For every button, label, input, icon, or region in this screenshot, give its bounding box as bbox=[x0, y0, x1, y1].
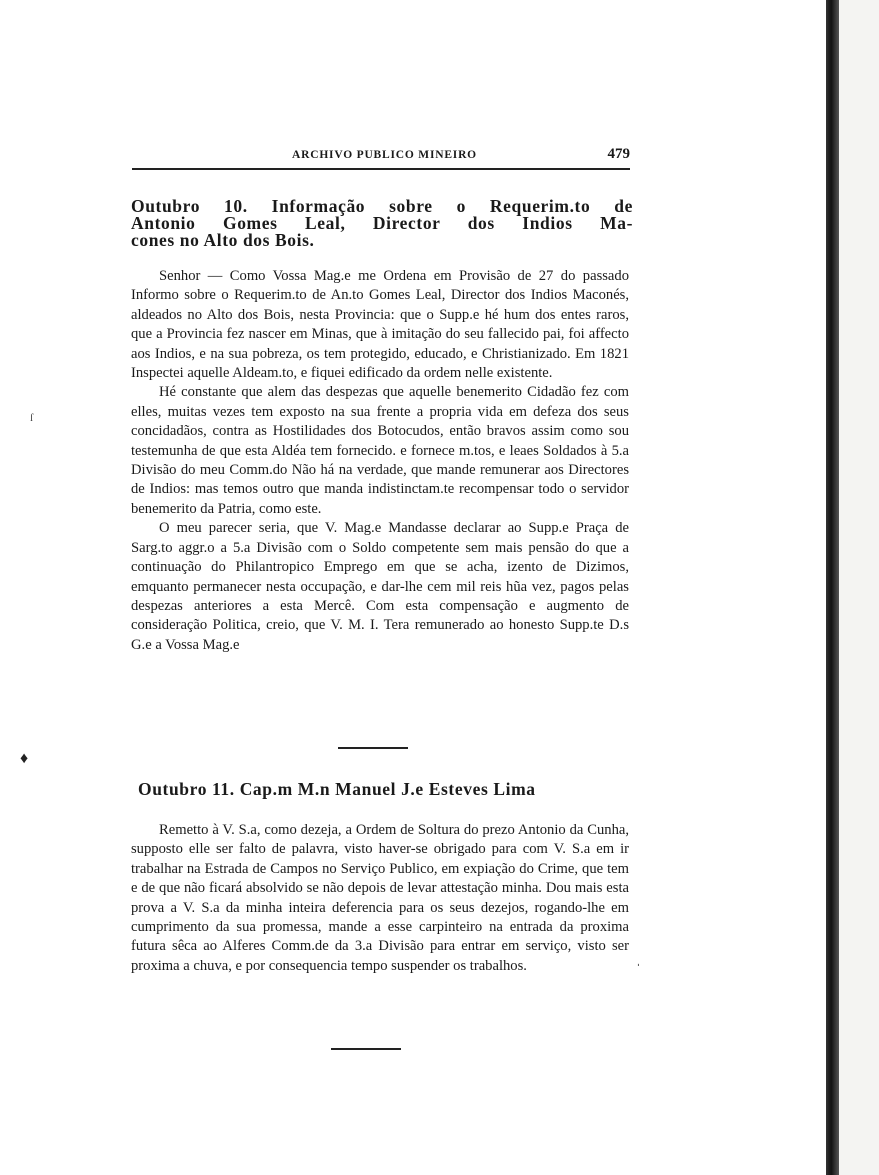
section-heading-october-11: Outubro 11. Cap.m M.n Manuel J.e Esteves Lima bbox=[138, 779, 536, 799]
section-divider bbox=[331, 1048, 401, 1050]
paragraph: Remetto à V. S.a, como dezeja, a Ordem de Soltura do prezo Antonio da Cunha, supposto elle ser falto de palavra, visto haver-se obrigado para com V. S.a em ir trabalhar na Estrada de Campos no Serviço Publico, em expiação do Crime, que tem e de que não ficará absolvido se não depois de levar attestação minha. Dou mais esta prova a V. S.a da minha inteira deferencia para os seus dezejos, rogando-lhe em cumprimento da sua promessa, mande a esse carpinteiro na entrada da proxima futura sêca ao Alferes Comm.de da 3.a Divisão para entrar em serviço, visto ser proxima a chuva, e por consequencia tempo suspender os trabalhos. bbox=[131, 822, 629, 974]
paragraph: O meu parecer seria, que V. Mag.e Mandasse declarar ao Supp.e Praça de Sarg.to aggr.o a 5.a Divisão com o Soldo competente sem mais pensão do que a continuação do Philantropico Emprego em que se acha, izento de Dizimos, emquanto permanecer nesta occupação, e dar-lhe cem mil reis hũa vez, pagos pelas despezas anteriores a esta Mercê. Com esta compensação e augmento de consideração Politica, creio, que V. M. I. Tera remunerado ao honesto Supp.te D.s G.e a Vossa Mag.e bbox=[131, 520, 629, 653]
section-divider bbox=[338, 747, 408, 749]
heading-line: cones no Alto dos Bois. bbox=[131, 230, 315, 250]
section-body-october-11 bbox=[131, 821, 629, 976]
heading-line: Antonio Gomes Leal, Director dos Indios Ma- bbox=[131, 213, 633, 233]
page-number: 479 bbox=[607, 146, 630, 162]
section-heading-october-10 bbox=[131, 198, 633, 249]
heading-line: Outubro 10. Informação sobre o Requerim.to de bbox=[131, 196, 633, 216]
paragraph: Senhor — Como Vossa Mag.e me Ordena em Provisão de 27 do passado Informo sobre o Requerim.to de An.to Gomes Leal, Director dos Indios Maconés, aldeados no Alto dos Bois, nesta Provincia: que o Supp.e hé hum dos entes raros, que a Provincia fez nascer em Minas, que à imitação do seu fallecido pai, foi affecto aos Indios, e na sua pobreza, os tem protegido, educado, e Christianizado. Em 1821 Inspectei aquelle Aldeam.to, e fiquei edificado da ordem nelle existente. bbox=[131, 268, 629, 382]
page-edge bbox=[839, 0, 879, 1175]
margin-speck: ſ bbox=[30, 412, 34, 424]
book-binding-shadow bbox=[826, 0, 839, 1175]
margin-dot: ˌ bbox=[636, 952, 641, 967]
running-title: ARCHIVO PUBLICO MINEIRO bbox=[292, 149, 477, 161]
paragraph: Hé constante que alem das despezas que aquelle benemerito Cidadão fez com elles, muitas vezes tem exposto na sua frente a propria vida em defeza dos seus concidadãos, contra as Hostilidades dos Botocudos, então bravos assim como sou testemunha de que esta Aldéa tem fornecido. e fornece m.tos, e leaes Soldados à 5.a Divisão do meu Comm.do Não há na verdade, que mande remunerar aos Directores de Indios: mas temos outro que manda indistinctam.te recompensar todo o servidor benemerito da Patria, como este. bbox=[131, 384, 629, 517]
running-header bbox=[132, 146, 630, 170]
section-body-october-10 bbox=[131, 267, 629, 655]
margin-mark: ♦ bbox=[20, 750, 29, 767]
